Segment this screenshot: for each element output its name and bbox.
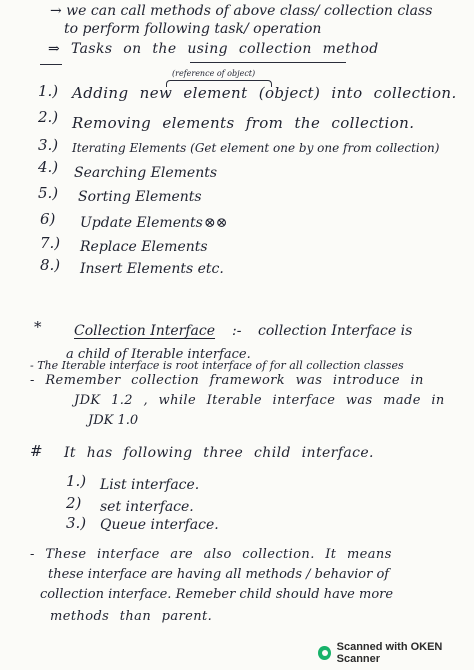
collection-line-5: JDK 1.2 , while Iterable interface was made in xyxy=(74,393,445,408)
task-text-3: Iterating Elements (Get element one by one from collection) xyxy=(72,141,440,155)
collection-heading: Collection Interface xyxy=(74,323,216,339)
collection-line-4: - Remember collection framework was introduce in xyxy=(30,373,424,388)
collection-line-1-rest: collection Interface is xyxy=(258,323,413,339)
children-bullet: # xyxy=(30,442,43,460)
header-line-1: → we can call methods of above class/ collection class xyxy=(50,3,433,19)
closing-line-3: collection interface. Remeber child should have more xyxy=(40,587,394,602)
child-num-1: 1.) xyxy=(66,472,87,490)
task-text-7: Replace Elements xyxy=(80,239,208,255)
task-num-3: 3.) xyxy=(38,136,59,154)
scanner-footer-text: Scanned with OKEN Scanner xyxy=(336,641,443,665)
collection-bullet: * xyxy=(34,318,42,336)
children-heading: It has following three child interface. xyxy=(64,445,374,461)
annotation-text: (reference of object) xyxy=(172,69,256,78)
task-num-5: 5.) xyxy=(38,184,59,202)
header-line-3: ⇒ Tasks on the using collection method xyxy=(48,41,379,57)
task-text-6: Update Elements xyxy=(80,215,203,231)
task-num-8: 8.) xyxy=(40,256,61,274)
child-text-1: List interface. xyxy=(100,477,200,493)
scanner-footer xyxy=(318,643,474,663)
closing-line-1: - These interface are also collection. It means xyxy=(30,547,392,562)
task-num-7: 7.) xyxy=(40,234,61,252)
task-text-2: Removing elements from the collection. xyxy=(72,114,415,132)
task-num-1: 1.) xyxy=(38,82,59,100)
collection-line-6: JDK 1.0 xyxy=(88,413,139,428)
task-num-6: 6) xyxy=(40,210,56,228)
child-num-2: 2) xyxy=(66,494,82,512)
child-num-3: 3.) xyxy=(66,514,87,532)
dash-mark xyxy=(40,64,62,65)
child-text-3: Queue interface. xyxy=(100,517,219,533)
closing-line-4: methods than parent. xyxy=(50,609,213,624)
header-line-2: to perform following task/ operation xyxy=(64,21,322,37)
header-underline xyxy=(190,62,346,63)
task-num-2: 2.) xyxy=(38,108,59,126)
task-num-4: 4.) xyxy=(38,158,59,176)
collection-line-2: a child of Iterable interface. xyxy=(66,347,251,362)
collection-line-3: - The Iterable interface is root interface of for all collection classes xyxy=(30,359,404,372)
closing-line-2: these interface are having all methods / behavior of xyxy=(48,567,390,582)
scribble-mark: ⊗⊗ xyxy=(204,215,228,231)
task-text-5: Sorting Elements xyxy=(78,189,202,205)
task-text-1: Adding new element (object) into collection. xyxy=(72,84,457,102)
task-text-8: Insert Elements etc. xyxy=(80,261,224,277)
task-text-4: Searching Elements xyxy=(74,165,218,181)
collection-separator: :- xyxy=(232,323,242,339)
child-text-2: set interface. xyxy=(100,499,194,515)
oken-scanner-logo-icon xyxy=(318,646,331,660)
